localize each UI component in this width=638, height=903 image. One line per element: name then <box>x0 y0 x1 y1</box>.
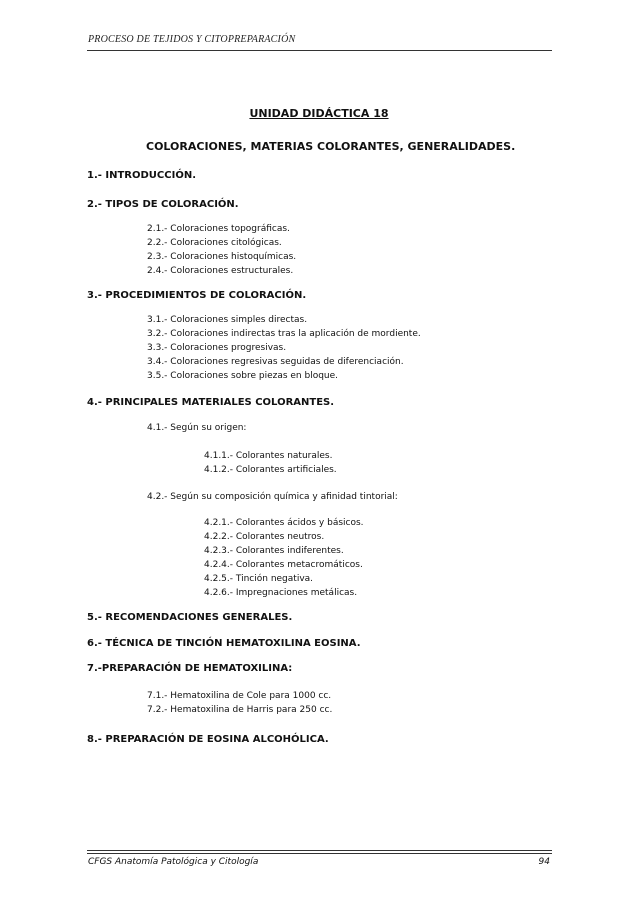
subsection-heading-4-1: 4.1.- Según su origen: <box>147 423 247 433</box>
list-item: 2.3.- Coloraciones histoquímicas. <box>147 252 297 262</box>
list-item: 7.1.- Hematoxilina de Cole para 1000 cc. <box>147 691 332 701</box>
section-heading-7: 7.-PREPARACIÓN DE HEMATOXILINA: <box>87 663 293 674</box>
header-title: PROCESO DE TEJIDOS Y CITOPREPARACIÓN <box>88 34 296 45</box>
list-item: 4.2.4.- Colorantes metacromáticos. <box>204 560 363 570</box>
section-heading-1: 1.- INTRODUCCIÓN. <box>87 170 196 181</box>
list-item: 4.1.1.- Colorantes naturales. <box>204 451 333 461</box>
list-item: 4.2.5.- Tinción negativa. <box>204 574 314 584</box>
section-heading-5: 5.- RECOMENDACIONES GENERALES. <box>87 612 293 623</box>
subsection-heading-4-2: 4.2.- Según su composición química y afinidad tintorial: <box>147 492 398 502</box>
section-heading-2: 2.- TIPOS DE COLORACIÓN. <box>87 199 239 210</box>
list-item: 3.1.- Coloraciones simples directas. <box>147 315 308 325</box>
list-item: 3.5.- Coloraciones sobre piezas en bloque. <box>147 371 339 381</box>
list-item: 7.2.- Hematoxilina de Harris para 250 cc. <box>147 705 333 715</box>
section-heading-3: 3.- PROCEDIMIENTOS DE COLORACIÓN. <box>87 290 307 301</box>
list-item: 2.1.- Coloraciones topográficas. <box>147 224 290 234</box>
list-item: 4.2.2.- Colorantes neutros. <box>204 532 325 542</box>
section-heading-4: 4.- PRINCIPALES MATERIALES COLORANTES. <box>87 397 335 408</box>
list-item: 3.4.- Coloraciones regresivas seguidas de diferenciación. <box>147 357 404 367</box>
list-item: 4.2.1.- Colorantes ácidos y básicos. <box>204 518 364 528</box>
page-number: 94 <box>538 857 550 867</box>
footer-course-name: CFGS Anatomía Patológica y Citología <box>88 857 259 867</box>
header-divider <box>87 50 552 51</box>
list-item: 2.4.- Coloraciones estructurales. <box>147 266 294 276</box>
section-heading-8: 8.- PREPARACIÓN DE EOSINA ALCOHÓLICA. <box>87 734 329 745</box>
document-subtitle: COLORACIONES, MATERIAS COLORANTES, GENERALIDADES. <box>146 140 516 153</box>
footer-divider <box>87 850 552 851</box>
unit-title: UNIDAD DIDÁCTICA 18 <box>249 107 389 120</box>
footer-divider <box>87 853 552 854</box>
list-item: 2.2.- Coloraciones citológicas. <box>147 238 282 248</box>
list-item: 4.1.2.- Colorantes artificiales. <box>204 465 337 475</box>
list-item: 4.2.3.- Colorantes indiferentes. <box>204 546 344 556</box>
list-item: 3.2.- Coloraciones indirectas tras la aplicación de mordiente. <box>147 329 421 339</box>
list-item: 3.3.- Coloraciones progresivas. <box>147 343 287 353</box>
section-heading-6: 6.- TÉCNICA DE TINCIÓN HEMATOXILINA EOSINA. <box>87 638 361 649</box>
list-item: 4.2.6.- Impregnaciones metálicas. <box>204 588 358 598</box>
